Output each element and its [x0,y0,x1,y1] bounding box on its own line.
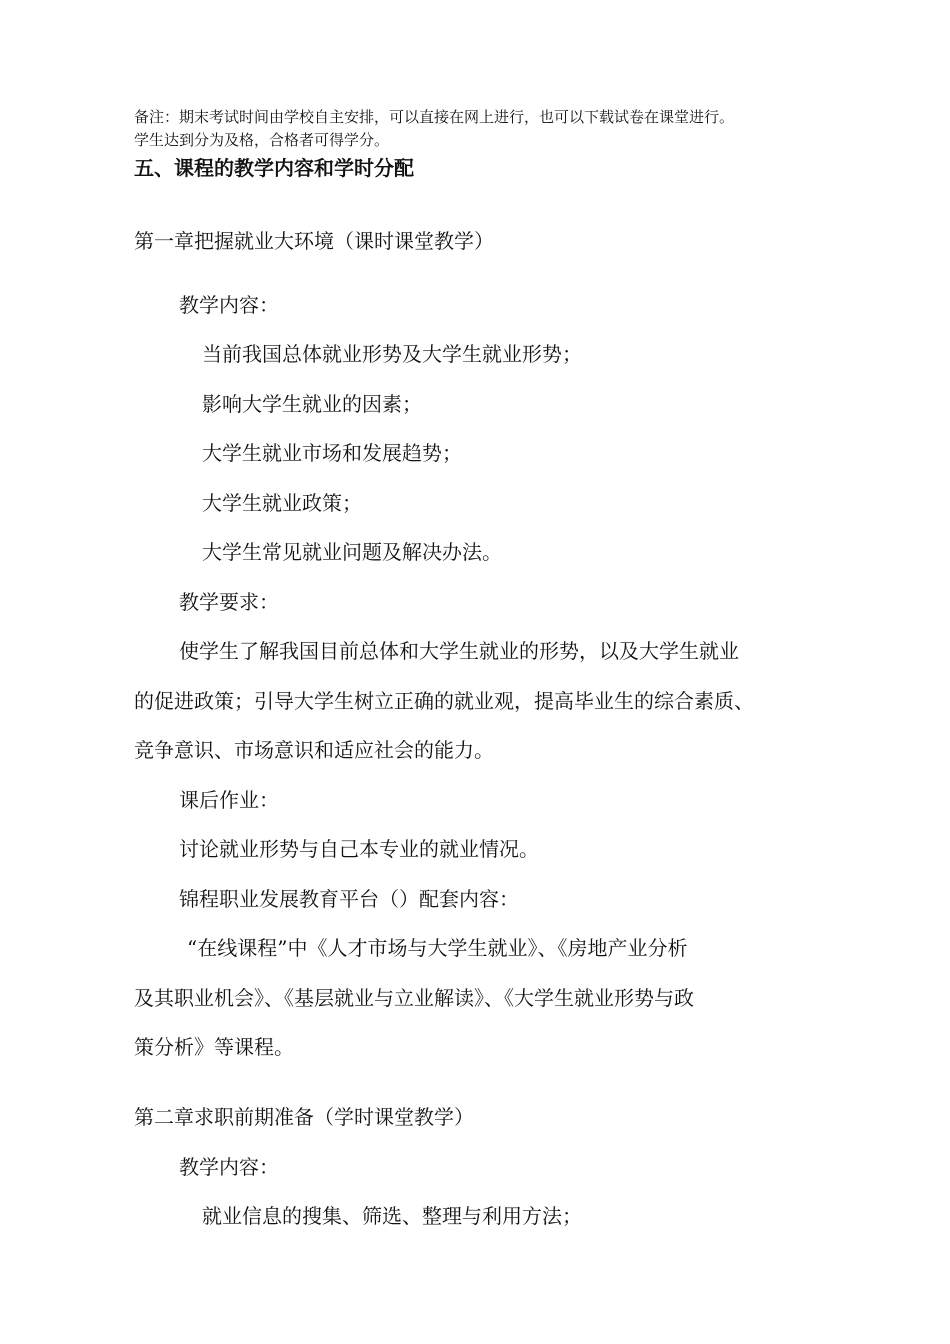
chapter-1-content-item: 大学生常见就业问题及解决办法。 [202,540,502,564]
note-line-2: 学生达到分为及格，合格者可得学分。 [134,131,390,149]
chapter-1-content-label: 教学内容： [179,293,279,317]
chapter-1-homework-text: 讨论就业形势与自己本专业的就业情况。 [179,837,539,861]
chapter-1-platform-label: 锦程职业发展教育平台（）配套内容： [179,887,519,911]
chapter-1-requirement-label: 教学要求： [179,590,279,614]
chapter-1-content-item: 当前我国总体就业形势及大学生就业形势； [202,342,582,366]
chapter-2-content-item: 就业信息的搜集、筛选、整理与利用方法； [202,1204,582,1228]
chapter-1-content-item: 大学生就业市场和发展趋势； [202,441,462,465]
chapter-1-requirement-line: 竞争意识、市场意识和适应社会的能力。 [134,738,494,762]
chapter-1-requirement-line: 的促进政策；引导大学生树立正确的就业观，提高毕业生的综合素质、 [134,689,754,713]
chapter-2-content-label: 教学内容： [179,1155,279,1179]
note-line-1: 备注：期末考试时间由学校自主安排，可以直接在网上进行，也可以下载试卷在课堂进行。 [134,108,735,126]
chapter-1-content-item: 影响大学生就业的因素； [202,392,422,416]
section-title: 五、课程的教学内容和学时分配 [134,156,414,180]
chapter-2-title: 第二章求职前期准备（学时课堂教学） [134,1105,474,1129]
chapter-1-content-item: 大学生就业政策； [202,491,362,515]
chapter-1-title: 第一章把握就业大环境（课时课堂教学） [134,229,494,253]
chapter-1-platform-line: 策分析》等课程。 [134,1035,294,1059]
chapter-1-platform-line: “在线课程”中《人才市场与大学生就业》、《房地产业分析 [187,936,688,960]
chapter-1-homework-label: 课后作业： [179,788,279,812]
chapter-1-platform-line: 及其职业机会》、《基层就业与立业解读》、《大学生就业形势与政 [134,986,694,1010]
chapter-1-requirement-line: 使学生了解我国目前总体和大学生就业的形势，以及大学生就业 [179,639,739,663]
